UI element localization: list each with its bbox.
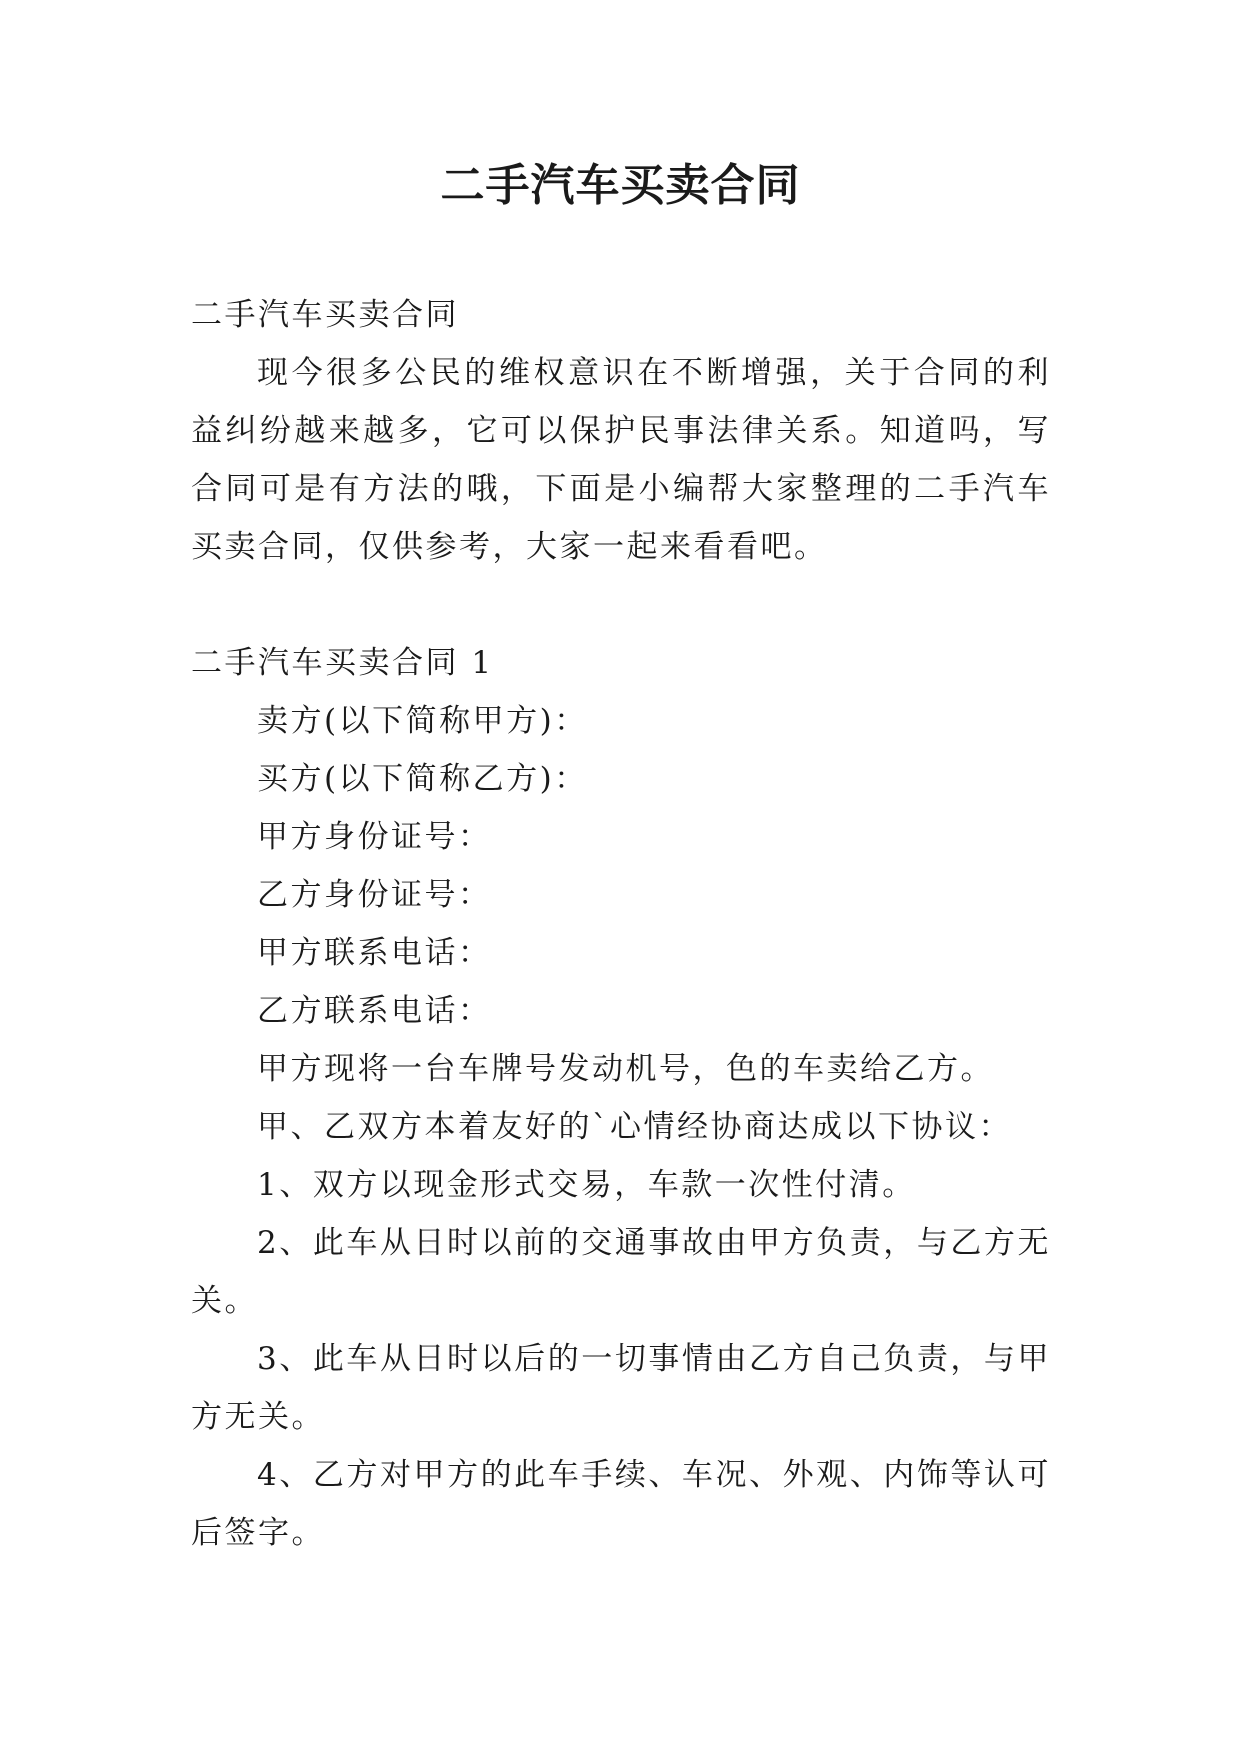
section-heading: 二手汽车买卖合同 1 <box>191 645 494 681</box>
document-subtitle: 二手汽车买卖合同 <box>191 297 459 333</box>
clause-3: 3、此车从日时以后的一切事情由乙方自己负责，与甲方无关。 <box>191 1341 1051 1435</box>
intro-paragraph: 现今很多公民的维权意识在不断增强，关于合同的利益纠纷越来越多，它可以保护民事法律关系。知道吗，写合同可是有方法的哦，下面是小编帮大家整理的二手汽车买卖合同，仅供参考，大家一起来看看吧。 <box>191 355 1051 565</box>
field-buyer-id: 乙方身份证号： <box>257 877 492 913</box>
field-buyer-phone: 乙方联系电话： <box>257 993 492 1029</box>
document-body <box>191 286 1051 1562</box>
statement-agreement: 甲、乙双方本着友好的`心情经协商达成以下协议： <box>257 1109 1012 1145</box>
field-buyer: 买方(以下简称乙方)： <box>257 761 588 797</box>
clause-4: 4、乙方对甲方的此车手续、车况、外观、内饰等认可后签字。 <box>191 1457 1051 1551</box>
field-seller: 卖方(以下简称甲方)： <box>257 703 588 739</box>
clause-1: 1、双方以现金形式交易，车款一次性付清。 <box>257 1167 916 1203</box>
field-seller-phone: 甲方联系电话： <box>257 935 492 971</box>
document-title: 二手汽车买卖合同 <box>440 160 801 211</box>
statement-sale: 甲方现将一台车牌号发动机号，色的车卖给乙方。 <box>257 1051 994 1087</box>
clause-2: 2、此车从日时以前的交通事故由甲方负责，与乙方无关。 <box>191 1225 1051 1319</box>
field-seller-id: 甲方身份证号： <box>257 819 492 855</box>
